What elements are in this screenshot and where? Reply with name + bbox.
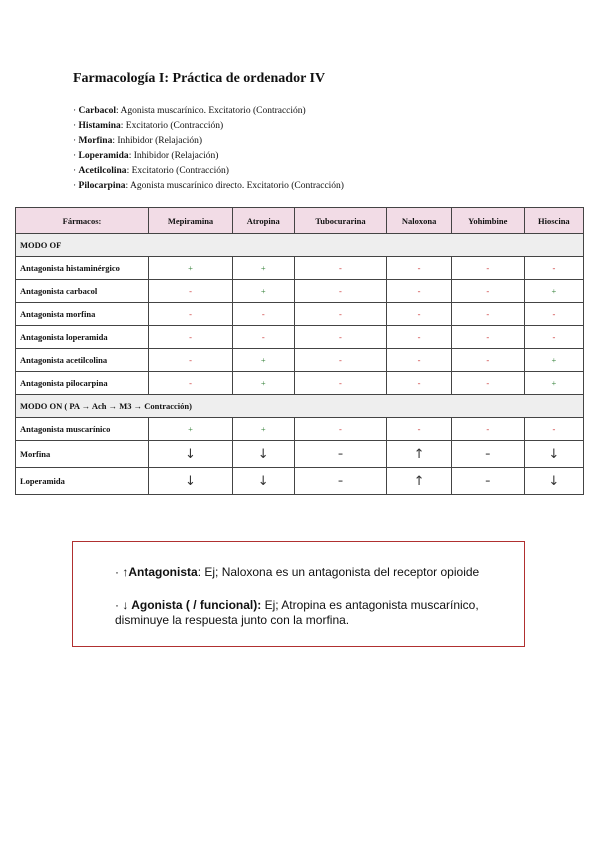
note-term: ↑Antagonista xyxy=(122,565,198,579)
table-cell xyxy=(387,349,451,372)
cell-value: - xyxy=(339,263,342,273)
definition-term: Acetilcolina xyxy=(78,166,127,176)
table-cell xyxy=(149,280,233,303)
cell-value: - xyxy=(189,332,192,342)
definition-item: · Carbacol: Agonista muscarínico. Excitatorio (Contracción) xyxy=(73,106,306,116)
cell-value: - xyxy=(486,424,490,434)
table-cell xyxy=(387,441,451,468)
table-cell xyxy=(451,280,524,303)
table-cell xyxy=(387,257,451,280)
cell-value: - xyxy=(486,332,490,342)
table-cell xyxy=(149,372,233,395)
definition-term: Carbacol xyxy=(78,106,117,116)
table-cell xyxy=(451,349,524,372)
header-tubocurarina: Tubocurarina xyxy=(294,208,387,234)
cell-value: ↓ xyxy=(548,473,560,489)
table-cell xyxy=(149,257,233,280)
cell-value: ↓ xyxy=(185,446,196,462)
table-cell xyxy=(524,468,583,495)
cell-value: - xyxy=(339,332,342,342)
definition-term: Loperamida xyxy=(78,151,129,161)
cell-value: - xyxy=(552,263,556,273)
table-cell xyxy=(294,349,387,372)
cell-value: - xyxy=(417,355,421,365)
header-mepiramina: Mepiramina xyxy=(149,208,233,234)
table-cell xyxy=(387,280,451,303)
cell-value: - xyxy=(339,355,342,365)
definition-item: · Acetilcolina: Excitatorio (Contracción) xyxy=(73,166,229,176)
table-row xyxy=(16,280,584,303)
table-cell xyxy=(524,326,583,349)
definition-term: Pilocarpina xyxy=(78,181,126,191)
table-cell xyxy=(233,441,294,468)
table-cell xyxy=(451,418,524,441)
cell-value: - xyxy=(261,309,265,319)
page-title: Farmacología I: Práctica de ordenador IV xyxy=(73,71,326,86)
note-text: Ej; Atropina es antagonista muscarínico, disminuye la respuesta junto con la morfina. xyxy=(115,598,479,627)
table-cell xyxy=(387,418,451,441)
table-row xyxy=(16,303,584,326)
table-cell xyxy=(524,303,583,326)
definition-desc: : Excitatorio (Contracción) xyxy=(120,121,224,131)
cell-value: + xyxy=(551,378,557,388)
definition-desc: : Agonista muscarínico directo. Excitatorio (Contracción) xyxy=(125,181,344,191)
table-cell xyxy=(387,468,451,495)
cell-value: - xyxy=(189,355,192,365)
cell-value: ↓ xyxy=(548,446,560,462)
row-label: Antagonista morfina xyxy=(16,303,149,326)
table-cell xyxy=(451,372,524,395)
cell-value: - xyxy=(417,263,421,273)
header-hioscina: Hioscina xyxy=(524,208,583,234)
notes-box xyxy=(72,541,525,647)
cell-value: ↑ xyxy=(413,446,425,462)
table-cell xyxy=(294,418,387,441)
table-row xyxy=(16,257,584,280)
header-naloxona: Naloxona xyxy=(387,208,451,234)
definition-item: · Loperamida: Inhibidor (Relajación) xyxy=(73,151,219,161)
cell-value: - xyxy=(486,355,490,365)
table-cell xyxy=(149,468,233,495)
cell-value: - xyxy=(417,378,421,388)
cell-value: ↓ xyxy=(257,473,269,489)
cell-value: - xyxy=(417,332,421,342)
definition-desc: : Agonista muscarínico. Excitatorio (Contracción) xyxy=(116,106,306,116)
cell-value: = xyxy=(338,449,343,459)
note-text: : Ej; Naloxona es un antagonista del receptor opioide xyxy=(197,565,480,579)
cell-value: - xyxy=(417,309,421,319)
cell-value: + xyxy=(260,424,266,434)
table-row xyxy=(16,326,584,349)
cell-value: - xyxy=(552,332,556,342)
table-cell xyxy=(233,372,294,395)
cell-value: - xyxy=(417,286,421,296)
definition-desc: : Inhibidor (Relajación) xyxy=(128,151,219,161)
header-yohimbine: Yohimbine xyxy=(451,208,524,234)
table-cell xyxy=(149,303,233,326)
cell-value: + xyxy=(188,263,193,273)
row-label: Antagonista muscarínico xyxy=(16,418,149,441)
header-farmacos: Fármacos: xyxy=(16,208,149,234)
table-cell xyxy=(524,349,583,372)
cell-value: - xyxy=(486,378,490,388)
definition-item: · Morfina: Inhibidor (Relajación) xyxy=(73,136,203,146)
table-cell xyxy=(524,280,583,303)
table-cell xyxy=(451,303,524,326)
section-label: MODO OF xyxy=(16,234,584,257)
table-cell xyxy=(233,349,294,372)
cell-value: + xyxy=(188,424,193,434)
bullet: · xyxy=(115,565,119,579)
cell-value: - xyxy=(339,424,342,434)
table-cell xyxy=(387,303,451,326)
table-row xyxy=(16,441,584,468)
table-cell xyxy=(451,468,524,495)
note-term: ↓ Agonista ( / funcional): xyxy=(122,598,262,612)
table-cell xyxy=(294,326,387,349)
cell-value: - xyxy=(417,424,421,434)
table-cell xyxy=(451,326,524,349)
definition-desc: : Excitatorio (Contracción) xyxy=(126,166,229,176)
table-cell xyxy=(149,349,233,372)
table-cell xyxy=(233,280,294,303)
table-row xyxy=(16,349,584,372)
definition-term: Morfina xyxy=(78,136,113,146)
cell-value: - xyxy=(486,263,490,273)
cell-value: = xyxy=(485,476,491,486)
cell-value: ↓ xyxy=(257,446,269,462)
cell-value: + xyxy=(551,355,557,365)
table-cell xyxy=(294,441,387,468)
cell-value: - xyxy=(552,309,556,319)
definitions-list xyxy=(73,104,344,194)
cell-value: - xyxy=(261,332,265,342)
row-label: Loperamida xyxy=(16,468,149,495)
table-cell xyxy=(524,441,583,468)
cell-value: - xyxy=(339,378,342,388)
note-antagonista xyxy=(115,565,479,579)
definition-item: · Pilocarpina: Agonista muscarínico directo. Excitatorio (Contracción) xyxy=(73,181,344,191)
cell-value: = xyxy=(485,449,491,459)
definition-item: · Histamina: Excitatorio (Contracción) xyxy=(73,121,224,131)
definition-desc: : Inhibidor (Relajación) xyxy=(112,136,203,146)
table-cell xyxy=(524,418,583,441)
cell-value: = xyxy=(338,476,343,486)
note-agonista xyxy=(115,598,495,628)
cell-value: - xyxy=(486,286,490,296)
section-row xyxy=(16,234,584,257)
table-cell xyxy=(294,468,387,495)
cell-value: ↑ xyxy=(413,473,425,489)
cell-value: + xyxy=(260,263,266,273)
section-row xyxy=(16,395,584,418)
table-cell xyxy=(524,257,583,280)
cell-value: + xyxy=(260,355,266,365)
table-cell xyxy=(149,326,233,349)
table-cell xyxy=(233,303,294,326)
table-cell xyxy=(149,418,233,441)
row-label: Antagonista histaminérgico xyxy=(16,257,149,280)
table-cell xyxy=(387,372,451,395)
table-cell xyxy=(294,303,387,326)
table-cell xyxy=(233,468,294,495)
cell-value: + xyxy=(260,286,266,296)
table-row xyxy=(16,468,584,495)
cell-value: - xyxy=(189,378,192,388)
table-cell xyxy=(451,257,524,280)
table-cell xyxy=(451,441,524,468)
row-label: Antagonista carbacol xyxy=(16,280,149,303)
table-header-row xyxy=(16,208,584,234)
header-atropina: Atropina xyxy=(233,208,294,234)
row-label: Morfina xyxy=(16,441,149,468)
table-cell xyxy=(294,372,387,395)
drug-table xyxy=(15,207,584,495)
row-label: Antagonista loperamida xyxy=(16,326,149,349)
cell-value: - xyxy=(189,309,192,319)
table-cell xyxy=(149,441,233,468)
table-row xyxy=(16,372,584,395)
bullet: · xyxy=(115,598,119,612)
table-cell xyxy=(294,280,387,303)
cell-value: - xyxy=(339,309,342,319)
table-cell xyxy=(233,326,294,349)
cell-value: + xyxy=(551,286,557,296)
row-label: Antagonista pilocarpina xyxy=(16,372,149,395)
cell-value: ↓ xyxy=(185,473,196,489)
table-row xyxy=(16,418,584,441)
section-label: MODO ON ( PA → Ach → M3 → Contracción) xyxy=(16,395,584,418)
row-label: Antagonista acetilcolina xyxy=(16,349,149,372)
cell-value: - xyxy=(339,286,342,296)
cell-value: - xyxy=(552,424,556,434)
table-cell xyxy=(524,372,583,395)
cell-value: + xyxy=(260,378,266,388)
cell-value: - xyxy=(486,309,490,319)
cell-value: - xyxy=(189,286,192,296)
definition-term: Histamina xyxy=(78,121,121,131)
table-cell xyxy=(294,257,387,280)
table-cell xyxy=(233,418,294,441)
table-cell xyxy=(233,257,294,280)
table-cell xyxy=(387,326,451,349)
